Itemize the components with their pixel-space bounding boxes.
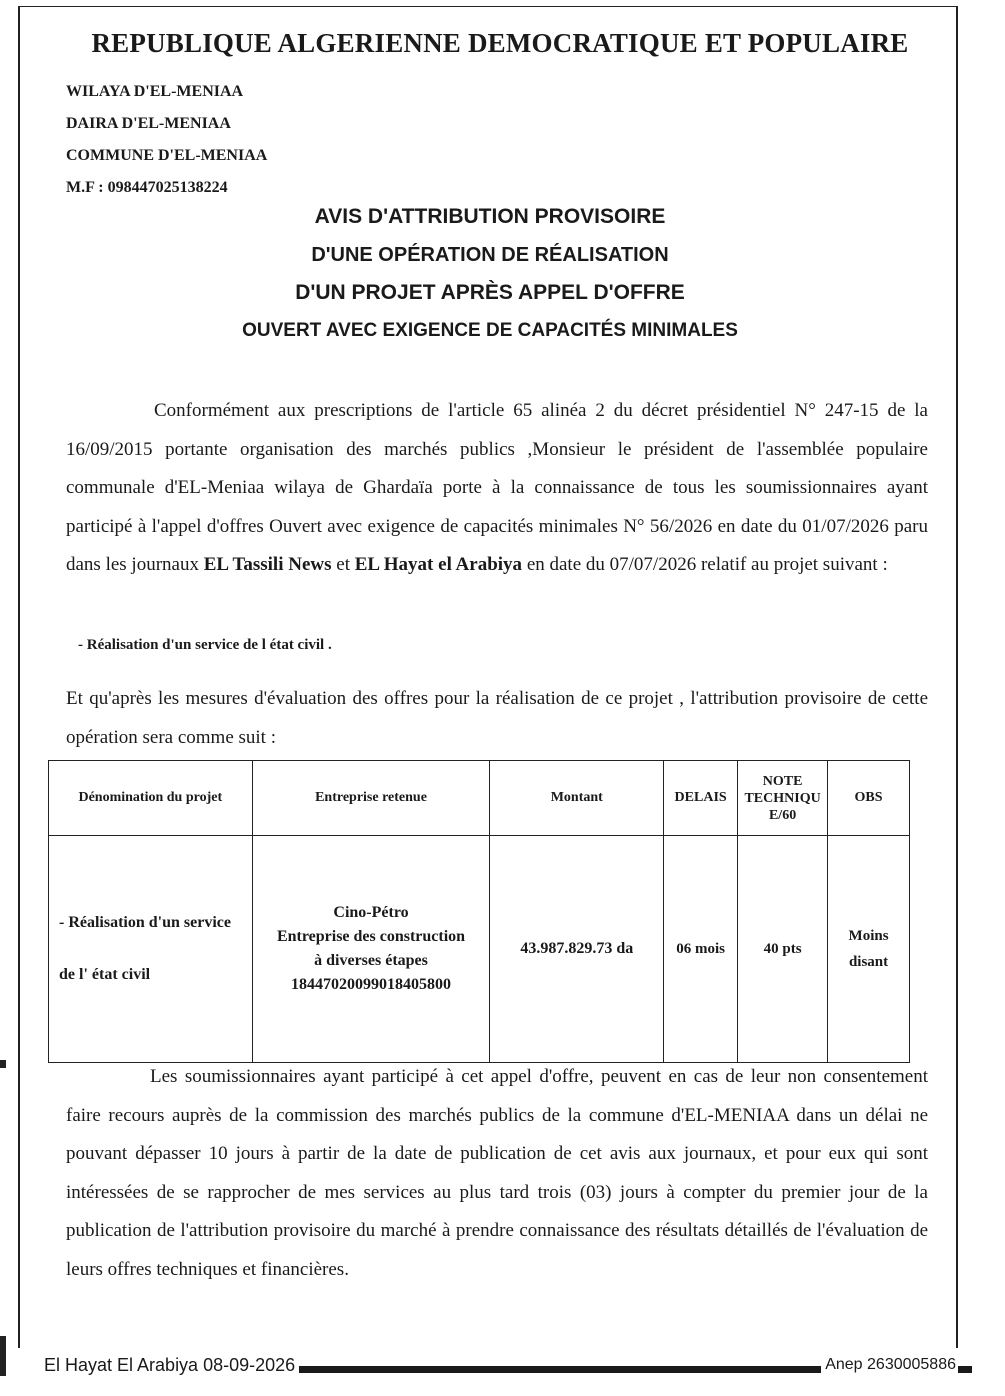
- intro-text: Conformément aux prescriptions de l'article 65 alinéa 2 du décret présidentiel N° 247-15 de la 16/09/2015 portante organisation des marchés publics ,Monsieur le président de l'assemblée populaire communale d'EL-Meniaa wilaya de Ghardaïa porte à la connaissance de tous les soumissionnaires ayant participé à l'appel d'offres Ouvert avec exigence de capacités minimales N° 56/2026 en date du 01/07/2026 paru dans les journaux: [66, 400, 928, 575]
- table-header-row: [49, 761, 910, 836]
- intro-paragraph: [66, 392, 928, 585]
- edge-mark: [0, 1060, 6, 1068]
- header-note: [738, 761, 828, 836]
- cell-amount: 43.987.829.73 da: [490, 836, 664, 1063]
- header-company: Entreprise retenue: [252, 761, 490, 836]
- title-line-2: D'UNE OPÉRATION DE RÉALISATION: [311, 244, 669, 266]
- cell-obs: Moins disant: [828, 836, 910, 1063]
- company-name: Cino-Pétro: [333, 904, 409, 921]
- tax-id-line: M.F : 098447025138224: [66, 179, 228, 196]
- company-desc-1: Entreprise des construction: [276, 928, 466, 945]
- commune-line: COMMUNE D'EL-MENIAA: [66, 147, 268, 164]
- company-desc-2: à diverses étapes: [314, 952, 428, 969]
- appeal-paragraph: Les soumissionnaires ayant participé à cet appel d'offre, peuvent en cas de leur non consentement faire recours auprès de la commission des marchés publics de la commune d'EL-MENIAA dans un délai ne pouvant dépasser 10 jours à partir de la date de publication de cet avis aux journaux, et pour eux qui sont intéressées de se rapprocher de mes services au plus tard trois (03) jours à compter du premier jour de la publication de l'attribution provisoire du marché à prendre connaissance des résultats détaillés de l'évaluation de leurs offres techniques et financières.: [66, 1066, 928, 1280]
- wilaya-line: WILAYA D'EL-MENIAA: [66, 83, 244, 100]
- cell-delay: 06 mois: [664, 836, 738, 1063]
- publication-credit: El Hayat El Arabiya 08-09-2026: [44, 1354, 296, 1375]
- newspaper-1: EL Tassili News: [203, 554, 332, 575]
- header-project: Dénomination du projet: [49, 761, 253, 836]
- title-line-3: D'UN PROJET APRÈS APPEL D'OFFRE: [295, 281, 685, 304]
- footer: [22, 1352, 972, 1378]
- admin-block: [66, 76, 267, 204]
- table-row: [49, 836, 910, 1063]
- project-bullet: - Réalisation d'un service de l état civil .: [78, 637, 332, 653]
- header-note-line-1: NOTE: [762, 773, 803, 789]
- republic-heading: REPUBLIQUE ALGERIENNE DEMOCRATIQUE ET POPULAIRE: [91, 28, 909, 58]
- header-obs: OBS: [828, 761, 910, 836]
- newspaper-2: EL Hayat el Arabiya: [354, 554, 523, 575]
- anep-reference: Anep 2630005886: [825, 1356, 956, 1373]
- cell-project: - Réalisation d'un service de l' état civil: [49, 836, 253, 1063]
- evaluation-paragraph: Et qu'après les mesures d'évaluation des offres pour la réalisation de ce projet , l'attribution provisoire de cette opération sera comme suit :: [66, 688, 928, 748]
- footer-rule: [299, 1366, 821, 1373]
- header-note-line-2: TECHNIQU: [744, 790, 821, 806]
- edge-mark: [0, 1336, 6, 1376]
- cell-note: 40 pts: [738, 836, 828, 1063]
- attribution-table: [48, 760, 910, 1063]
- header-note-line-3: E/60: [768, 807, 797, 823]
- cell-company: [252, 836, 490, 1063]
- footer-rule-end: [958, 1366, 972, 1373]
- header-delay: DELAIS: [664, 761, 738, 836]
- header-amount: Montant: [490, 761, 664, 836]
- daira-line: DAIRA D'EL-MENIAA: [66, 115, 231, 132]
- title-line-1: AVIS D'ATTRIBUTION PROVISOIRE: [314, 205, 666, 228]
- and-word: et: [331, 554, 355, 575]
- notice-title: [40, 198, 940, 350]
- company-id: 1844702009901840580​0: [291, 976, 452, 993]
- intro-text-end: en date du 07/07/2026 relatif au projet suivant :: [522, 554, 888, 575]
- title-line-4: OUVERT AVEC EXIGENCE DE CAPACITÉS MINIMALES: [242, 320, 738, 341]
